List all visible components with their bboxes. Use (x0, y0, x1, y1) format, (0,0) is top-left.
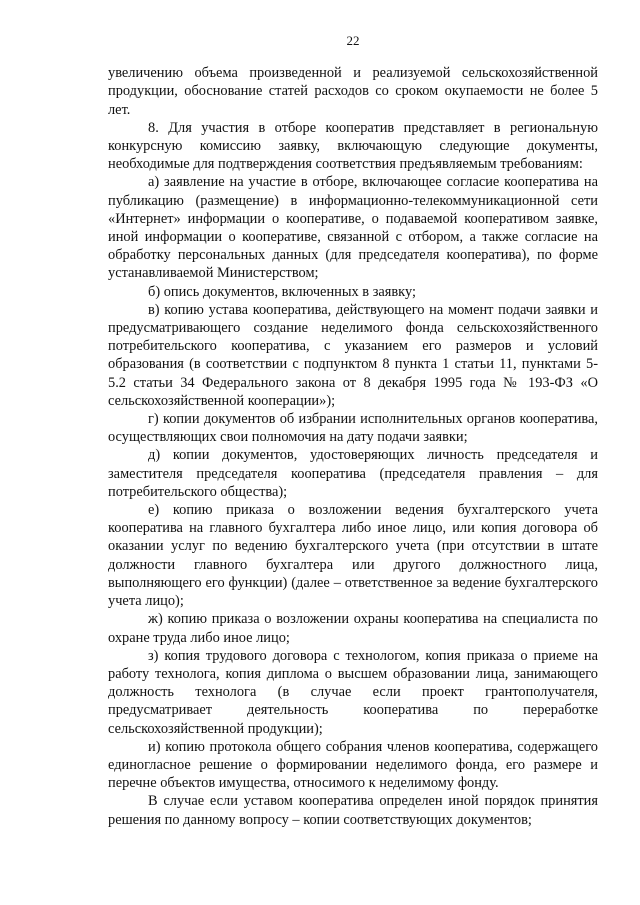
paragraph: в) копию устава кооператива, действующего на момент подачи заявки и предусматривающего создание неделимого фонда сельскохозяйственного потребительского кооператива, с указанием его размеров и условий образования (в соответствии с подпунктом 8 пункта 1 статьи 11, пунктами 5-5.2 статьи 34 Федерального закона от 8 декабря 1995 года № 193-ФЗ «О сельскохозяйственной кооперации»); (108, 301, 598, 409)
paragraph: и) копию протокола общего собрания членов кооператива, содержащего единогласное решение о формировании неделимого фонда, его размере и перечне объектов имущества, относимого к неделимому фонду. (108, 738, 598, 792)
paragraph: ж) копию приказа о возложении охраны кооператива на специалиста по охране труда либо иное лицо; (108, 611, 598, 646)
paragraph: г) копии документов об избрании исполнительных органов кооператива, осуществляющих свои полномочия на дату подачи заявки; (108, 411, 598, 446)
paragraph: В случае если уставом кооператива определен иной порядок принятия решения по данному вопросу – копии соответствующих документов; (108, 793, 598, 828)
document-page (108, 32, 598, 829)
paragraph: 8. Для участия в отборе кооператив представляет в региональную конкурсную комиссию заявку, включающую следующие документы, необходимые для подтверждения соответствия предъявляемым требованиям: (108, 119, 598, 173)
paragraph: з) копия трудового договора с технологом, копия приказа о приеме на работу технолога, копия диплома о высшем образовании лица, занимающего должность технолога (в случае если проект грантополучателя, предусматривает деятельность кооператива по переработке сельскохозяйственной продукции); (108, 647, 598, 737)
paragraph: е) копию приказа о возложении ведения бухгалтерского учета кооператива на главного бухгалтера либо иное лицо, или копия договора об оказании услуг по ведению бухгалтерского учета (при отсутствии в штате должности главного бухгалтера или другого должностного лица, выполняющего его функции) (далее – ответственное за ведение бухгалтерского учета лицо); (108, 502, 598, 610)
document-body (108, 64, 598, 829)
paragraph: б) опись документов, включенных в заявку; (148, 283, 416, 300)
page-number: 22 (346, 33, 360, 48)
paragraph: а) заявление на участие в отборе, включающее согласие кооператива на публикацию (размещение) в информационно-телекоммуникационной сети «Интернет» информации о кооперативе, о подаваемой кооперативом заявке, иной информации о кооперативе, связанной с отбором, а также согласие на обработку персональных данных (для председателя кооператива), по форме устанавливаемой Министерством; (108, 174, 598, 282)
paragraph: д) копии документов, удостоверяющих личность председателя и заместителя председателя кооператива (председателя правления – для потребительского общества); (108, 447, 598, 500)
paragraph: увеличению объема произведенной и реализуемой сельскохозяйственной продукции, обоснование статей расходов со сроком окупаемости не более 5 лет. (108, 65, 598, 118)
